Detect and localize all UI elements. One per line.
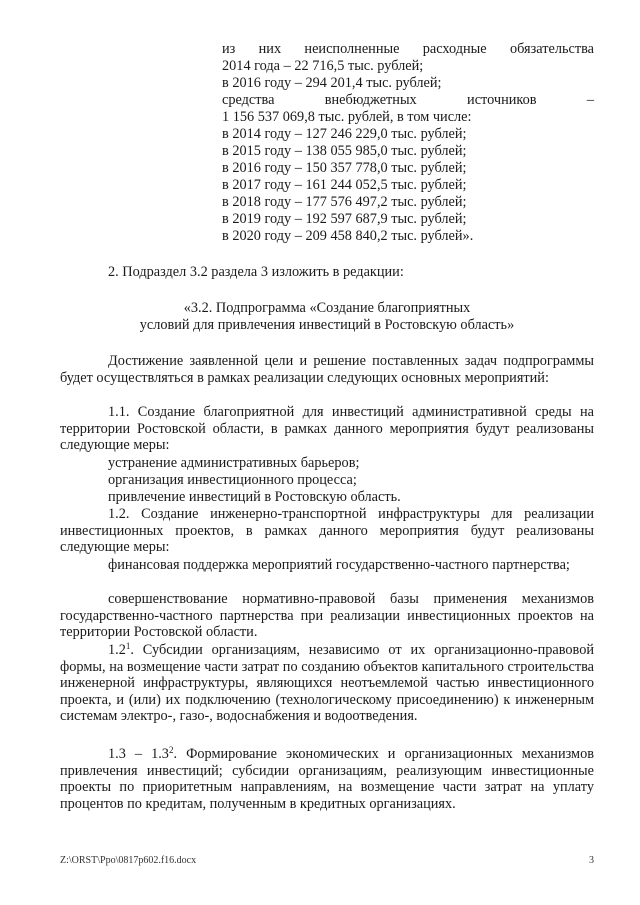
list-item: совершенствование нормативно-правовой базы применения механизмов государственно-частного партнерства при реализации инвестиционных проектов на территории Ростовской области.: [60, 591, 594, 641]
list-item: привлечение инвестиций в Ростовскую область.: [108, 489, 401, 505]
top-line-5: 1 156 537 069,8 тыс. рублей, в том числе:: [222, 109, 472, 125]
paragraph-1-2-1: [60, 642, 594, 725]
superscript: 1: [125, 641, 131, 651]
year-line: в 2017 году – 161 244 052,5 тыс. рублей;: [222, 177, 467, 193]
paragraph-1-3: [60, 746, 594, 812]
year-line: в 2018 году – 177 576 497,2 тыс. рублей;: [222, 194, 467, 210]
section-heading-line-2: условий для привлечения инвестиций в Ростовскую область»: [139, 317, 515, 333]
year-line: в 2020 году – 209 458 840,2 тыс. рублей».: [222, 228, 474, 244]
year-line: в 2019 году – 192 597 687,9 тыс. рублей;: [222, 211, 467, 227]
item-2-instruction: 2. Подраздел 3.2 раздела 3 изложить в редакции:: [108, 264, 404, 280]
paragraph-1-1: 1.1. Создание благоприятной для инвестиций административной среды на территории Ростовской области, в рамках данного мероприятия будут реализованы следующие меры:: [60, 404, 594, 454]
year-line: в 2014 году – 127 246 229,0 тыс. рублей;: [222, 126, 467, 142]
list-item: организация инвестиционного процесса;: [108, 472, 357, 488]
top-line-4: средства внебюджетных источников –: [222, 92, 594, 108]
paragraph-number: 1.3 – 1.3: [108, 746, 169, 762]
top-line-1: из них неисполненные расходные обязательства: [222, 41, 594, 57]
year-line: в 2016 году – 150 357 778,0 тыс. рублей;: [222, 160, 467, 176]
year-line: в 2015 году – 138 055 985,0 тыс. рублей;: [222, 143, 467, 159]
paragraph-number: 1.2: [108, 642, 126, 658]
section-heading-line-1: «3.2. Подпрограмма «Создание благоприятных: [183, 300, 471, 316]
paragraph-1-2: 1.2. Создание инженерно-транспортной инфраструктуры для реализации инвестиционных проектов, в рамках данного мероприятия будут реализованы следующие меры:: [60, 506, 594, 556]
list-item: финансовая поддержка мероприятий государственно-частного партнерства;: [108, 557, 570, 573]
paragraph-text: . Субсидии организациям, независимо от их организационно-правовой формы, на возмещение части затрат по созданию объектов капитального строительства инженерной инфраструктуры, являющихся неотъемлемой частью инвестиционного проекта, и (или) их подключению (технологическому присоединению) к инженерным системам электро-, газо-, водоснабжения и водоотведения.: [60, 642, 594, 725]
superscript: 2: [168, 745, 174, 755]
footer-file-path: Z:\ORST\Ppo\0817p602.f16.docx: [60, 855, 197, 866]
intro-paragraph: Достижение заявленной цели и решение поставленных задач подпрограммы будет осуществляться в рамках реализации следующих основных мероприятий:: [60, 353, 594, 386]
paragraph-text: . Формирование экономических и организационных механизмов привлечения инвестиций; субсидии организациям, реализующим инвестиционные проекты по приоритетным направлениям, на возмещение части затрат на уплату процентов по кредитам, полученным в кредитных организациях.: [60, 746, 595, 812]
top-line-2: 2014 года – 22 716,5 тыс. рублей;: [222, 58, 424, 74]
page-number: 3: [589, 855, 594, 866]
top-line-3: в 2016 году – 294 201,4 тыс. рублей;: [222, 75, 442, 91]
list-item: устранение административных барьеров;: [108, 455, 360, 471]
